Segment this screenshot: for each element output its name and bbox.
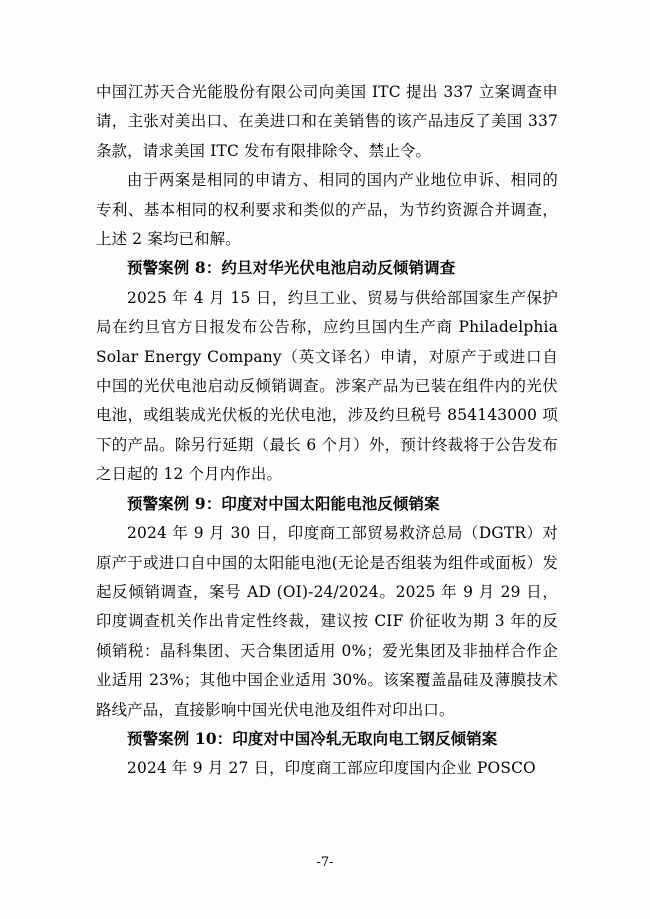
paragraph-2: 由于两案是相同的申请方、相同的国内产业地位申诉、相同的专利、基本相同的权利要求和类似的产品，为节约资源合并调查，上述 2 案均已和解。 <box>96 171 558 249</box>
paragraph-case-10-body: 2024 年 9 月 27 日，印度商工部应印度国内企业 POSCO <box>127 759 536 778</box>
page-number: -7- <box>316 855 334 870</box>
paragraph-1: 中国江苏天合光能股份有限公司向美国 ITC 提出 337 立案调查申请，主张对美出口、在美进口和在美销售的该产品违反了美国 337 条款，请求美国 ITC 发布有限排除令、禁止令。 <box>96 83 558 160</box>
document-body <box>96 78 558 784</box>
paragraph-case-8-body: 2025 年 4 月 15 日，约旦工业、贸易与供给部国家生产保护局在约旦官方日报发布公告称，应约旦国内生产商 Philadelphia Solar Energy Company（英文译名）申请，对原产于或进口自中国的光伏电池启动反倾销调查。涉案产品为已装在组件内的光伏电池，或组装成光伏板的光伏电池，涉及约旦税号 854143000 项下的产品。除另行延期（最长 6 个月）外，预计终裁将于公告发布之日起的 12 个月内作出。 <box>96 288 558 484</box>
section-heading-case-10: 预警案例 10：印度对中国冷轧无取向电工钢反倾销案 <box>127 729 498 748</box>
paragraph-case-9-body: 2024 年 9 月 30 日，印度商工部贸易救济总局（DGTR）对原产于或进口自中国的太阳能电池(无论是否组装为组件或面板）发起反倾销调查，案号 AD (OI)-24/2024。2025 年 9 月 29 日，印度调查机关作出肯定性终裁，建议按 CIF 价征收为期 3 年的反倾销税：晶科集团、天合集团适用 0%；爱光集团及非抽样合作企业适用 23%；其他中国企业适用 30%。该案覆盖晶硅及薄膜技术路线产品，直接影响中国光伏电池及组件对印出口。 <box>96 524 558 719</box>
section-heading-case-8: 预警案例 8：约旦对华光伏电池启动反倾销调查 <box>127 259 456 278</box>
section-heading-case-9: 预警案例 9：印度对中国太阳能电池反倾销案 <box>127 494 440 513</box>
